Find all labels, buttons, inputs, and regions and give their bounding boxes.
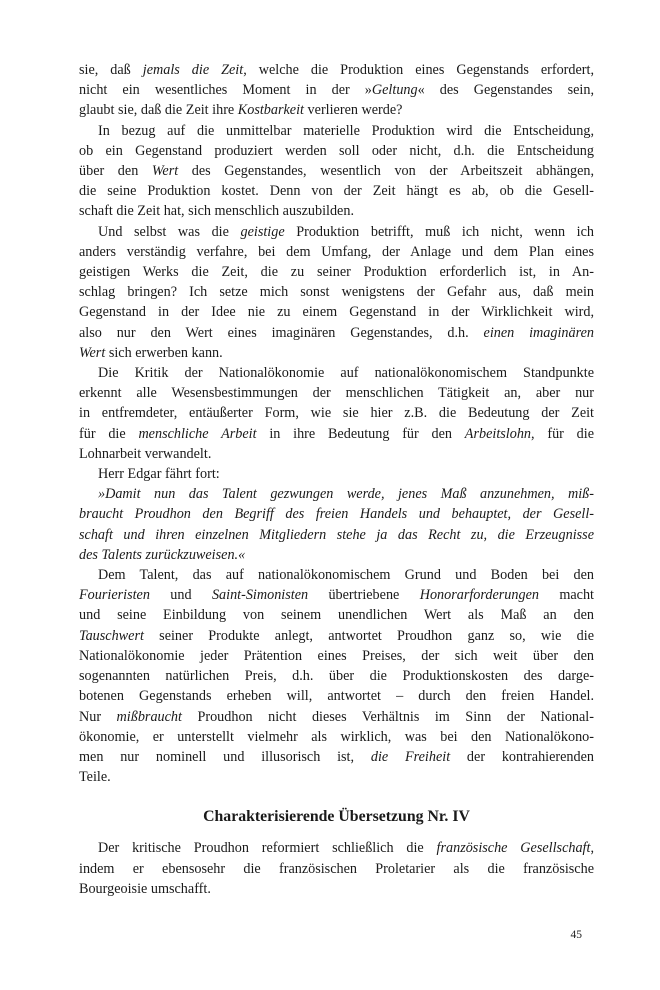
- text-line: [79, 141, 594, 161]
- text-line: [79, 80, 594, 100]
- text-line: [79, 565, 594, 585]
- text-segment: für die: [79, 425, 139, 442]
- text-segment: Und selbst was die: [98, 223, 241, 240]
- text-segment: , für die: [531, 425, 594, 442]
- text-segment: über den: [79, 163, 152, 180]
- text-line: [79, 545, 594, 565]
- text-line: [79, 646, 594, 666]
- text-segment: geistigen Werks die Zeit, die zu seiner Produktion erforderlich ist, in An-: [79, 264, 594, 281]
- text-segment: botenen Gegenstands erheben will, antwortet – durch den freien Handel.: [79, 688, 594, 705]
- text-line: [79, 424, 594, 444]
- text-line: [79, 626, 594, 646]
- text-line: [79, 747, 594, 767]
- italic-text-segment: französische Gesellschaft: [436, 840, 591, 857]
- closing-text: [79, 838, 594, 899]
- italic-text-segment: mißbraucht: [116, 708, 182, 725]
- text-segment: verlieren werde?: [304, 102, 403, 119]
- text-line: [79, 302, 594, 322]
- italic-text-segment: Fourieristen: [79, 587, 150, 604]
- text-line: [79, 100, 594, 120]
- text-line: [79, 666, 594, 686]
- text-segment: Dem Talent, das auf nationalökonomischem Grund und Boden bei den: [98, 567, 594, 584]
- text-line: [79, 859, 594, 879]
- text-segment: sogenannten natürlichen Preis, d.h. über die Produktionskosten des darge-: [79, 668, 594, 685]
- italic-text-segment: Wert: [151, 163, 179, 180]
- text-segment: übertriebene: [308, 587, 420, 604]
- text-segment: indem er ebensosehr die französischen Proletarier als die französische: [79, 860, 594, 877]
- italic-text-segment: Honorarforderungen: [419, 587, 539, 604]
- text-line: [79, 262, 594, 282]
- italic-text-segment: braucht Proudhon den Begriff des freien Handels und behauptet, der Gesell-: [79, 506, 594, 523]
- section-heading: Charakterisierende Übersetzung Nr. IV: [203, 808, 470, 826]
- italic-text-segment: die Freiheit: [370, 748, 451, 765]
- text-segment: seiner Produkte anlegt, antwortet Proudhon ganz so, wie die: [143, 627, 594, 644]
- text-line: [79, 767, 594, 787]
- text-line: [79, 585, 594, 605]
- text-line: [79, 121, 594, 141]
- italic-text-segment: schaft und ihren einzelnen Mitgliedern stehe ja das Recht zu, die Erzeugnisse: [79, 526, 594, 543]
- text-segment: sich erwerben kann.: [105, 344, 223, 361]
- text-line: [79, 879, 594, 899]
- text-line: [79, 161, 594, 181]
- text-segment: Teile.: [79, 769, 111, 786]
- page-number: 45: [570, 928, 582, 941]
- text-segment: und seine Einbildung von seinem unendlichen Wert als Maß an den: [79, 607, 594, 624]
- text-line: [79, 525, 594, 545]
- text-column: [79, 60, 594, 942]
- text-line: [79, 343, 594, 363]
- text-line: [79, 504, 594, 524]
- italic-text-segment: Kostbarkeit: [237, 102, 304, 119]
- text-line: [79, 201, 594, 221]
- italic-text-segment: einen imaginären: [483, 324, 594, 341]
- italic-text-segment: des Talents zurückzuweisen.«: [79, 546, 246, 563]
- text-line: [79, 403, 594, 423]
- text-line: [79, 464, 594, 484]
- text-segment: Gegenstand in der Idee nie zu einem Gegenstand in der Wirklichkeit wird,: [79, 304, 594, 321]
- text-line: [79, 222, 594, 242]
- text-line: [79, 686, 594, 706]
- text-segment: ökonomie, er unterstellt vielmehr als wirklich, was bei den Nationalökono-: [79, 728, 594, 745]
- text-line: [79, 484, 594, 504]
- text-segment: nicht ein wesentliches Moment in der »: [79, 82, 372, 99]
- text-segment: , welche die Produktion eines Gegenstands erfordert,: [243, 62, 595, 78]
- text-line: [79, 838, 594, 858]
- text-line: [79, 323, 594, 343]
- text-line: [79, 727, 594, 747]
- text-line: [79, 181, 594, 201]
- italic-text-segment: Arbeitslohn: [464, 425, 532, 442]
- text-segment: der kontrahierenden: [450, 748, 595, 765]
- text-line: [79, 605, 594, 625]
- text-segment: Nationalökonomie jeder Prätention eines Preises, der sich weit über den: [79, 647, 594, 664]
- text-line: [79, 444, 594, 464]
- text-segment: schaft die Zeit hat, sich menschlich auszubilden.: [79, 203, 354, 220]
- text-segment: erkennt alle Wesensbestimmungen der menschlichen Tätigkeit an, aber nur: [79, 385, 594, 402]
- text-segment: Produktion betrifft, muß ich nicht, wenn ich: [284, 223, 594, 240]
- text-segment: ob ein Gegenstand produziert werden soll oder nicht, d.h. die Entscheidung: [79, 142, 594, 159]
- text-segment: glaubt sie, daß die Zeit ihre: [79, 102, 238, 119]
- text-segment: men nur nominell und illusorisch ist,: [79, 748, 371, 765]
- text-segment: In bezug auf die unmittelbar materielle Produktion wird die Entscheidung,: [98, 122, 594, 139]
- text-segment: ,: [590, 840, 594, 857]
- text-segment: die seine Produktion kostet. Denn von der Zeit hängt es ab, ob die Gesell-: [79, 183, 594, 200]
- italic-text-segment: Saint-Simonisten: [211, 587, 309, 604]
- text-segment: Lohnarbeit verwandelt.: [79, 445, 212, 462]
- text-line: [79, 60, 594, 80]
- text-segment: macht: [538, 587, 595, 604]
- text-segment: Proudhon nicht dieses Verhältnis im Sinn der National-: [181, 708, 594, 725]
- text-line: [79, 383, 594, 403]
- text-line: [79, 282, 594, 302]
- italic-text-segment: Tauschwert: [79, 627, 144, 644]
- text-segment: Bourgeoisie umschafft.: [79, 880, 211, 897]
- text-segment: Nur: [79, 708, 117, 725]
- text-segment: des Gegenstandes, wesentlich von der Arbeitszeit abhängen,: [178, 163, 595, 180]
- italic-text-segment: »Damit nun das Talent gezwungen werde, jenes Maß anzunehmen, miß-: [98, 486, 594, 503]
- italic-text-segment: jemals die Zeit: [142, 62, 244, 78]
- text-segment: schlag bringen? Ich setze mich sonst wenigstens der Gefahr aus, daß mein: [79, 284, 594, 301]
- text-line: [79, 363, 594, 383]
- text-segment: in entfremdeter, entäußerter Form, wie sie hier z.B. die Bedeutung der Zeit: [79, 405, 594, 422]
- italic-text-segment: geistige: [240, 223, 285, 240]
- italic-text-segment: Geltung: [371, 82, 418, 99]
- text-line: [79, 242, 594, 262]
- text-segment: anders verständig verfahre, bei dem Umfang, der Anlage und dem Plan eines: [79, 243, 594, 260]
- text-line: [79, 707, 594, 727]
- italic-text-segment: Wert: [79, 344, 106, 361]
- text-segment: und: [149, 587, 212, 604]
- text-segment: sie, daß: [79, 62, 143, 78]
- text-segment: Die Kritik der Nationalökonomie auf nationalökonomischem Standpunkte: [98, 365, 594, 382]
- body-text: [79, 60, 594, 787]
- text-segment: also nur den Wert eines imaginären Gegenstandes, d.h.: [79, 324, 484, 341]
- text-segment: in ihre Bedeutung für den: [256, 425, 465, 442]
- text-segment: Der kritische Proudhon reformiert schließlich die: [98, 840, 437, 857]
- italic-text-segment: menschliche Arbeit: [138, 425, 257, 442]
- text-segment: Herr Edgar fährt fort:: [98, 466, 220, 483]
- text-segment: « des Gegenstandes sein,: [417, 82, 594, 99]
